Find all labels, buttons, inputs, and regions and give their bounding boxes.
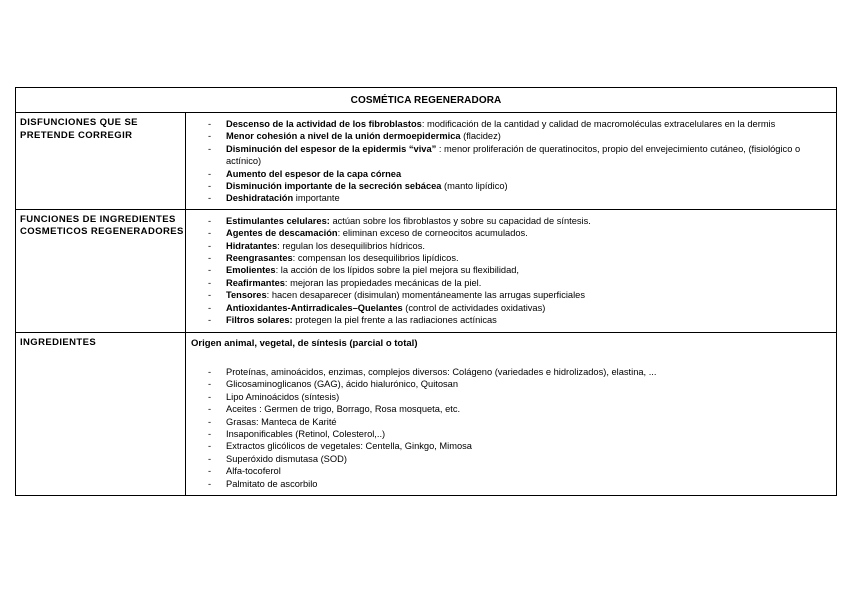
list-item (191, 277, 830, 289)
list-item (191, 240, 830, 252)
row-disfunciones (16, 113, 836, 210)
item-term: Deshidratación (226, 193, 294, 204)
funciones-list (191, 215, 830, 327)
list-item (191, 180, 830, 192)
list-item (191, 264, 830, 276)
row-label-disfunciones: DISFUNCIONES QUE SE PRETENDE CORREGIR (16, 113, 186, 209)
cosmetica-table (15, 87, 837, 496)
item-desc: protegen la piel frente a las radiaciones actínicas (292, 315, 497, 326)
item-desc: : regulan los desequilibrios hídricos. (277, 240, 425, 251)
row-funciones (16, 210, 836, 333)
item-desc: : compensan los desequilibrios lipídicos. (292, 253, 459, 264)
list-item (191, 130, 830, 142)
row-label-ingredientes: INGREDIENTES (16, 333, 186, 496)
item-term: Tensores (226, 290, 267, 301)
item-term: Antioxidantes-Antirradicales–Quelantes (226, 302, 403, 313)
item-desc: : mejoran las propiedades mecánicas de la piel. (284, 277, 482, 288)
item-term: Menor cohesión a nivel de la unión dermoepidermica (226, 131, 461, 142)
list-item: - Glicosaminoglicanos (GAG), ácido hialurónico, Quitosan (191, 378, 830, 390)
list-item (191, 227, 830, 239)
item-desc: actúan sobre los fibroblastos y sobre su capacidad de síntesis. (329, 215, 591, 226)
list-item: - Extractos glicólicos de vegetales: Centella, Ginkgo, Mimosa (191, 440, 830, 452)
item-desc: (control de actividades oxidativas) (402, 302, 546, 313)
list-item (191, 168, 830, 180)
item-desc: (manto lipídico) (441, 181, 508, 192)
item-term: Disminución importante de la secreción sebácea (226, 181, 442, 192)
list-item (191, 143, 830, 168)
item-desc: : la acción de los lípidos sobre la piel mejora su flexibilidad, (275, 265, 520, 276)
item-term: Emolientes (226, 265, 276, 276)
item-term: Disminución del espesor de la epidermis “viva” (226, 143, 437, 154)
item-term: Agentes de descamación (226, 228, 338, 239)
row-body-ingredientes (186, 333, 836, 496)
row-ingredientes (16, 333, 836, 496)
list-item: - Proteínas, aminoácidos, enzimas, complejos diversos: Colágeno (variedades e hidrolizados), elastina, ... (191, 366, 830, 378)
row-body-disfunciones (186, 113, 836, 209)
item-desc: : menor proliferación de queratinocitos, propio del envejecimiento cutáneo, (fisiológico o actínico) (226, 143, 801, 167)
list-item (191, 314, 830, 326)
list-item: - Alfa-tocoferol (191, 465, 830, 477)
list-item (191, 118, 830, 130)
item-desc: importante (293, 193, 340, 204)
ingredientes-list (191, 366, 830, 490)
disfunciones-list (191, 118, 830, 205)
list-item (191, 302, 830, 314)
item-term: Estimulantes celulares: (226, 215, 330, 226)
item-desc: : modificación de la cantidad y calidad de macromoléculas extracelulares en la dermis (421, 119, 776, 129)
item-term: Hidratantes (226, 240, 278, 251)
item-desc: : eliminan exceso de corneocitos acumulados. (337, 228, 528, 239)
list-item (191, 215, 830, 227)
item-desc: : hacen desaparecer (disimulan) momentáneamente las arrugas superficiales (266, 290, 585, 301)
table-title: COSMÉTICA REGENERADORA (16, 88, 836, 113)
item-term: Descenso de la actividad de los fibroblastos (226, 119, 422, 129)
list-item: - Aceites : Germen de trigo, Borrago, Rosa mosqueta, etc. (191, 403, 830, 415)
item-term: Aumento del espesor de la capa córnea (226, 168, 402, 179)
list-item (191, 192, 830, 204)
item-desc: (flacidez) (460, 131, 501, 142)
row-body-funciones (186, 210, 836, 332)
row-label-funciones: FUNCIONES DE INGREDIENTES COSMETICOS REGENERADORES (16, 210, 186, 332)
list-item: - Grasas: Manteca de Karité (191, 416, 830, 428)
ingredientes-subtitle: Origen animal, vegetal, de síntesis (parcial o total) (191, 337, 418, 349)
item-term: Reafirmantes (226, 277, 285, 288)
list-item: - Lipo Aminoácidos (síntesis) (191, 391, 830, 403)
list-item: - Palmitato de ascorbilo (191, 478, 830, 490)
list-item: - Insaponificables (Retinol, Colesterol,..) (191, 428, 830, 440)
item-term: Reengrasantes (226, 253, 293, 264)
item-term: Filtros solares: (226, 315, 293, 326)
list-item: - Superóxido dismutasa (SOD) (191, 453, 830, 465)
list-item (191, 289, 830, 301)
list-item (191, 252, 830, 264)
